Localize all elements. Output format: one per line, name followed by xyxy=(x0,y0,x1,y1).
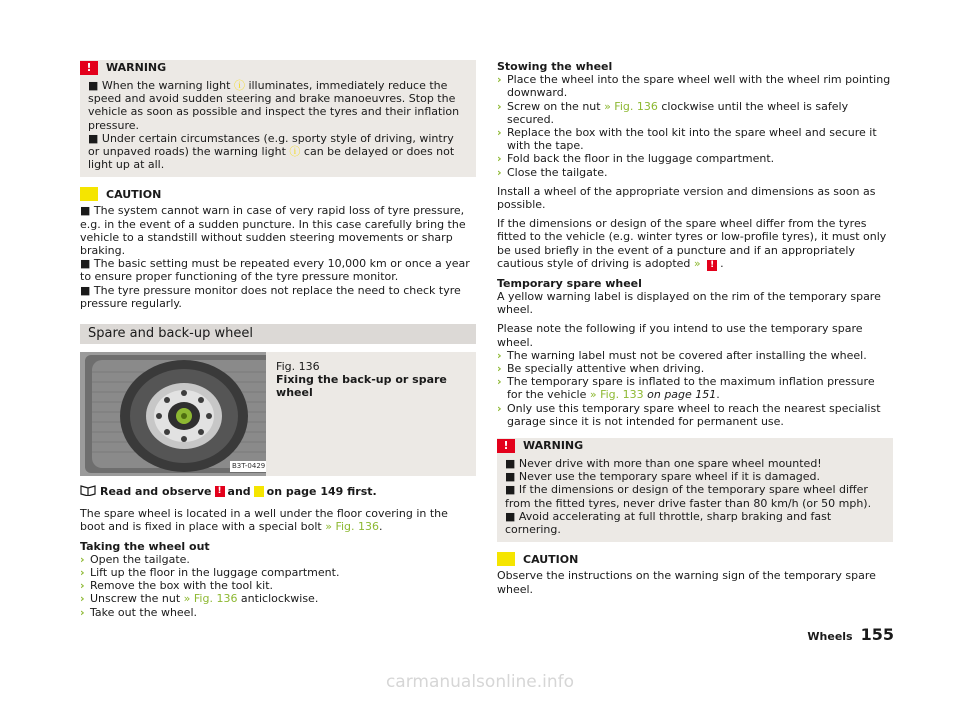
caution-header xyxy=(80,187,476,201)
warning-icon: ! xyxy=(497,439,515,453)
list-item: › Be specially attentive when driving. xyxy=(497,362,705,376)
list-item: › The warning label must not be covered after installing the wheel. xyxy=(497,348,867,362)
paragraph: If the dimensions or design of the spare wheel differ from the tyres fitted to the vehicle (e.g. winter tyres or low-profile tyres), it must only be used briefly in the event of a puncture and if an appropriately cautious style of driving is adopted » ! . xyxy=(497,217,887,270)
intro-paragraph: The spare wheel is located in a well under the floor covering in the boot and is fixed in place with a special bolt » Fig. 136. xyxy=(80,507,448,534)
caution-title: CAUTION xyxy=(106,187,162,201)
warning-item: ■ If the dimensions or design of the temporary spare wheel differ from the fitted tyres, never drive faster than 80 km/h (or 50 mph). xyxy=(505,483,872,510)
figure-code: B3T-0429 xyxy=(232,462,266,471)
warning-title: WARNING xyxy=(106,61,167,75)
chevron-right-icon: › xyxy=(497,362,502,376)
chevron-right-icon: › xyxy=(497,165,502,179)
chevron-right-icon: › xyxy=(497,401,502,415)
list-item: › Screw on the nut » Fig. 136 clockwise until the wheel is safely secured. xyxy=(497,99,849,126)
figure-link[interactable]: » Fig. 136 xyxy=(604,99,658,113)
book-icon xyxy=(80,484,100,499)
chevron-right-icon: › xyxy=(80,605,85,619)
paragraph: Install a wheel of the appropriate version and dimensions as soon as possible. xyxy=(497,184,876,212)
warning-box-tyre-pressure xyxy=(80,60,476,177)
chevron-right-icon: › xyxy=(497,152,502,166)
warning-item: ■ Never drive with more than one spare wheel mounted! xyxy=(505,457,822,471)
figure-number: Fig. 136 xyxy=(276,360,320,374)
warning-box-temp-spare xyxy=(497,438,893,542)
paragraph: Please note the following if you intend to use the temporary spare wheel. xyxy=(497,322,863,349)
caution-item: ■ The basic setting must be repeated every 10,000 km or once a year to ensure proper functioning of the tyre pressure monitor. xyxy=(80,257,470,284)
caution-icon xyxy=(497,552,515,566)
list-item: › Open the tailgate. xyxy=(80,552,190,566)
warning-item: ■ Avoid accelerating at full throttle, sharp braking and fast cornering. xyxy=(505,509,832,537)
warning-ref-icon: ! xyxy=(215,486,225,497)
figure-136 xyxy=(80,352,476,476)
caution-title: CAUTION xyxy=(523,552,579,566)
chevron-right-icon: › xyxy=(497,126,502,140)
watermark: carmanualsonline.info xyxy=(385,672,575,692)
list-item: › Fold back the floor in the luggage compartment. xyxy=(497,152,775,166)
read-and-observe: Read and observe ! and on page 149 first. xyxy=(80,484,476,499)
chevron-right-icon: › xyxy=(80,579,85,593)
chevron-right-icon: › xyxy=(497,73,502,87)
caution-icon xyxy=(80,187,98,201)
chapter-label: Wheels xyxy=(807,630,853,643)
list-item: › Replace the box with the tool kit into the spare wheel and secure it with the tape. xyxy=(497,126,877,153)
list-item: › Place the wheel into the spare wheel well with the wheel rim pointing downward. xyxy=(497,73,891,100)
list-item: › Only use this temporary spare wheel to reach the nearest specialist garage since it is not intended for permanent use. xyxy=(497,401,881,428)
chevron-right-icon: › xyxy=(80,566,85,580)
temp-spare-heading: Temporary spare wheel xyxy=(497,276,642,290)
chevron-right-icon: › xyxy=(80,552,85,566)
figure-link[interactable]: » Fig. 136 xyxy=(325,520,379,534)
figure-link[interactable]: » Fig. 133 xyxy=(589,388,644,402)
page-footer xyxy=(807,625,894,644)
list-item: › Take out the wheel. xyxy=(80,605,197,619)
warning-icon: ! xyxy=(80,61,98,75)
warning-header xyxy=(80,60,468,76)
section-title: Spare and back-up wheel xyxy=(80,324,476,344)
list-item: › Close the tailgate. xyxy=(497,165,608,179)
caution-item: ■ The tyre pressure monitor does not replace the need to check tyre pressure regularly. xyxy=(80,283,461,310)
warning-item: ■ Under certain circumstances (e.g. sporty style of driving, wintry or unpaved roads) the warning light ⓘ can be delayed or does not light up at all. xyxy=(88,131,455,172)
warning-item: ■ Never use the temporary spare wheel if it is damaged. xyxy=(505,470,821,484)
left-column xyxy=(80,60,476,619)
warning-header xyxy=(497,438,885,454)
list-item: › Remove the box with the tool kit. xyxy=(80,579,274,593)
stowing-heading: Stowing the wheel xyxy=(497,60,613,73)
list-item: › The temporary spare is inflated to the maximum inflation pressure for the vehicle » Fig. 133 on page 151. xyxy=(497,375,875,402)
chevron-right-icon: › xyxy=(497,99,502,113)
figure-link[interactable]: » Fig. 136 xyxy=(183,592,238,606)
figure-caption xyxy=(266,352,476,476)
caution-header xyxy=(497,552,893,566)
caution-item: ■ The system cannot warn in case of very rapid loss of tyre pressure, e.g. in the event of a sudden puncture. In this case carefully bring the vehicle to a standstill without sudden steering movements or sharp braking. xyxy=(80,204,466,258)
caution-text: Observe the instructions on the warning sign of the temporary spare wheel. xyxy=(497,569,876,596)
list-item: › Lift up the floor in the luggage compartment. xyxy=(80,566,340,580)
caution-ref-icon xyxy=(254,486,264,497)
chevron-right-icon: › xyxy=(497,375,502,389)
list-item: › Unscrew the nut » Fig. 136 anticlockwise. xyxy=(80,592,319,606)
spare-wheel-illustration xyxy=(80,352,266,476)
right-column xyxy=(497,60,893,596)
page-number: 155 xyxy=(860,625,894,644)
warning-ref-icon: ! xyxy=(707,260,717,271)
chevron-right-icon: › xyxy=(497,348,502,362)
tyre-warning-light-icon: ⓘ xyxy=(233,79,245,92)
warning-item: ■ When the warning light ⓘ illuminates, immediately reduce the speed and avoid sudden steering and brake manoeuvres. Stop the vehicle as soon as possible and inspect the tyres and their inflation pressure. xyxy=(88,79,460,132)
tyre-warning-light-icon: ⓘ xyxy=(289,145,301,159)
warning-link[interactable]: » xyxy=(693,256,701,270)
warning-title: WARNING xyxy=(523,439,584,453)
paragraph: A yellow warning label is displayed on the rim of the temporary spare wheel. xyxy=(497,290,881,317)
taking-out-heading: Taking the wheel out xyxy=(80,539,210,553)
chevron-right-icon: › xyxy=(80,592,85,606)
figure-description: Fixing the back-up or spare wheel xyxy=(276,373,447,400)
